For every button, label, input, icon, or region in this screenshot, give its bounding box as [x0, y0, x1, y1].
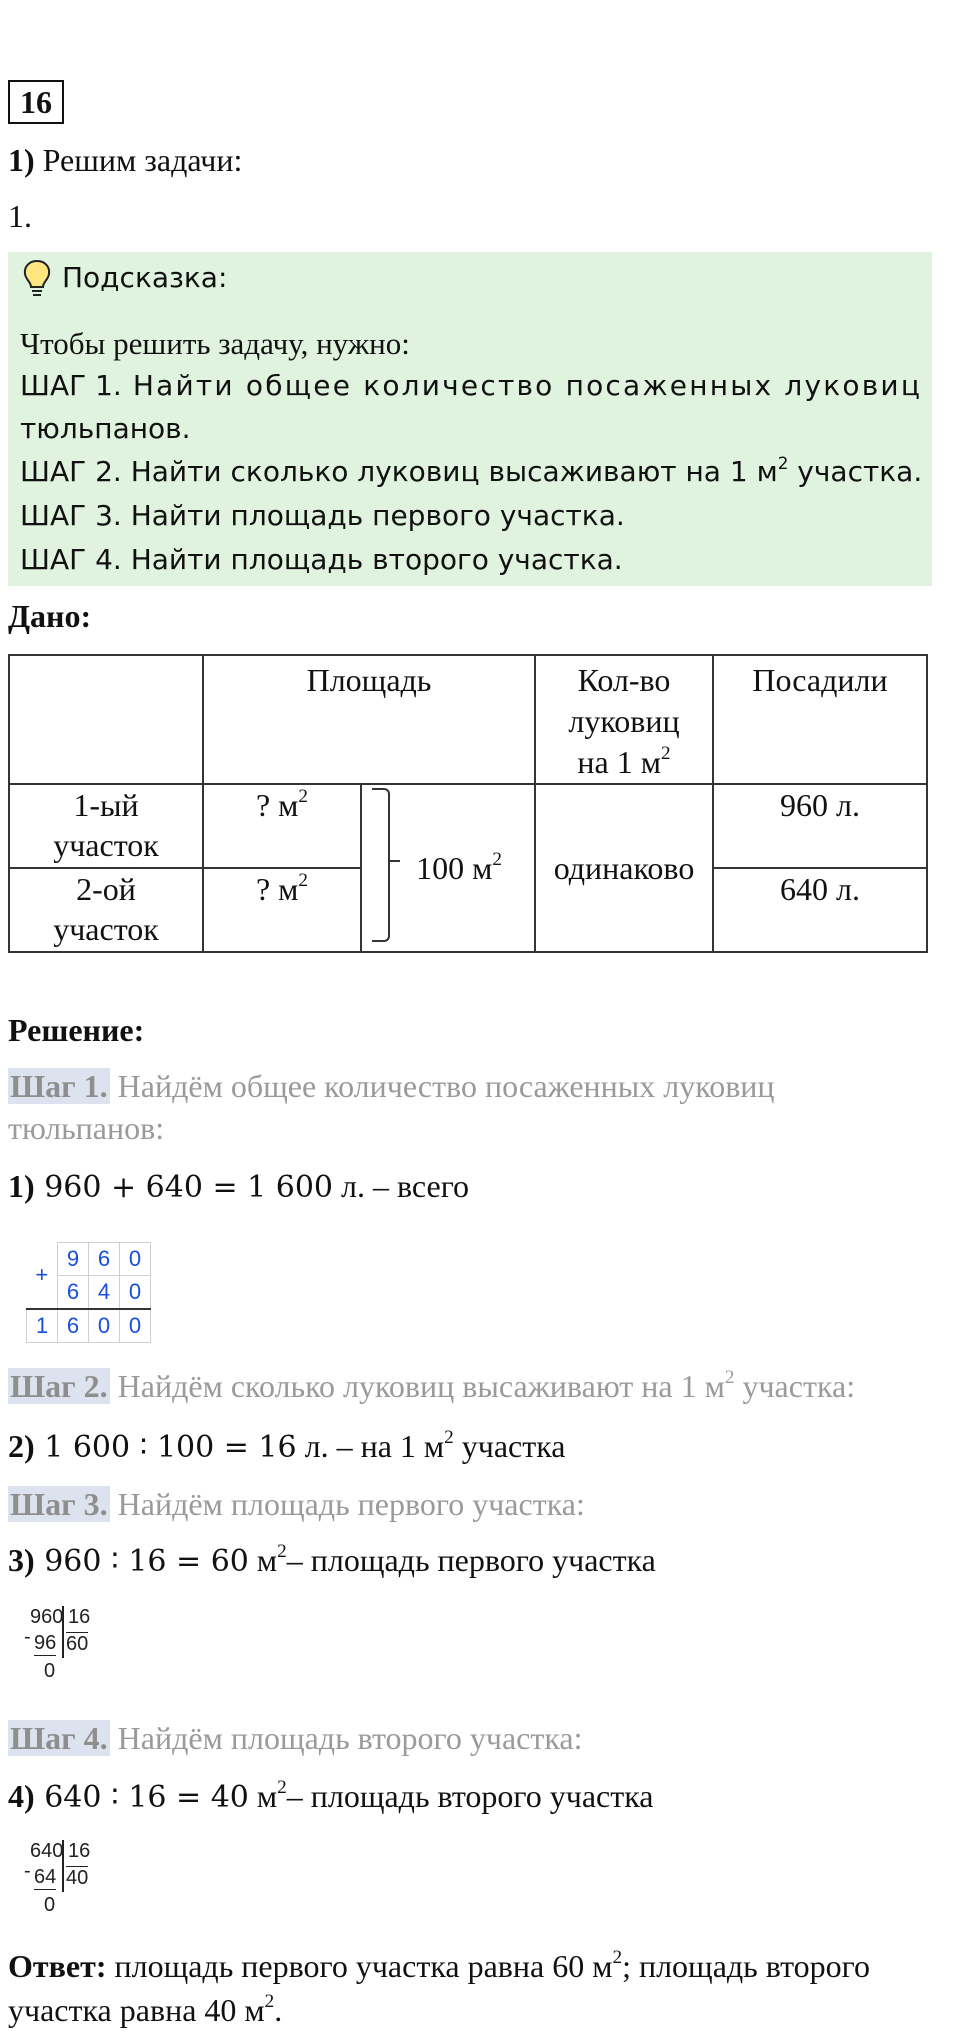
header-planted: Посадили [713, 655, 927, 784]
hint-box [8, 252, 932, 586]
hint-step-1: ШАГ 1. Найти общее количество посаженных луковиц [20, 369, 923, 402]
step-4-tag: Шаг 4. [10, 1720, 108, 1756]
header-bulbs: Кол-во луковиц на 1 $м^2$ [535, 655, 713, 784]
division-1: 960 16 - 96 60 0 [24, 1606, 91, 1682]
hint-step-2: ШАГ 2. Найти сколько луковиц высаживают на 1 $м^2$ участка. [20, 452, 923, 488]
hint-step-1-cont: тюльпанов. [20, 412, 191, 445]
equation-4: 4) 640 ∶ 16 = 40 $м^2-$ площадь второго участка [8, 1777, 654, 1815]
step-2-text: Шаг 2. Найдём сколько луковиц высаживают на 1 $м^2$ участка: [10, 1367, 856, 1404]
digit: 1 [27, 1309, 58, 1343]
step-4-text: Шаг 4. Найдём площадь второго участка: [10, 1720, 583, 1756]
step-3-tag: Шаг 3. [10, 1486, 108, 1522]
solution-label: Решение: [8, 1012, 145, 1048]
given-label: Дано: [8, 598, 92, 634]
header-empty [9, 655, 203, 784]
total-area: 100 $м^2$ [361, 784, 535, 952]
hint-step-3: ШАГ 3. Найти площадь первого участка. [20, 499, 625, 532]
hint-title: Подсказка: [62, 261, 228, 294]
hint-intro: Чтобы решить задачу, нужно: [20, 326, 410, 361]
given-table [8, 654, 928, 953]
digit: 0 [89, 1309, 120, 1343]
step-2-tag: Шаг 2. [10, 1368, 108, 1404]
step-1-cont: тюльпанов: [8, 1110, 165, 1146]
equation-2: 2) 1 600 ∶ 100 = 16 л. – на 1 $м^2$ участка [8, 1427, 566, 1465]
digit: 6 [58, 1276, 89, 1310]
digit: 6 [58, 1309, 89, 1343]
step-1-text: Шаг 1. Найдём общее количество посаженных луковиц [10, 1068, 775, 1104]
step-3-text: Шаг 3. Найдём площадь первого участка: [10, 1486, 585, 1522]
brace-tip [388, 860, 400, 862]
hint-step-4: ШАГ 4. Найти площадь второго участка. [20, 543, 623, 576]
row1-label: 1-ый участок [9, 784, 203, 868]
lightbulb-icon [20, 258, 54, 298]
equation-1: 1) 960 + 640 = 1 600 л. – всего [8, 1168, 470, 1205]
digit: 9 [58, 1243, 89, 1276]
row2-area: ? $м^2$ [203, 868, 361, 952]
digit: 0 [120, 1276, 151, 1310]
equation-3: 3) 960 ∶ 16 = 60 $м^2-$ площадь первого участка [8, 1541, 656, 1579]
row2-planted: 640 л. [713, 868, 927, 952]
sub-number: 1. [8, 198, 32, 234]
part-heading: 1) Решим задачи: [8, 142, 243, 178]
task-number: 16 [8, 80, 64, 124]
row1-planted: 960 л. [713, 784, 927, 868]
addition-column [26, 1242, 151, 1343]
brace [372, 788, 390, 942]
same-count: одинаково [535, 784, 713, 952]
row1-area: ? $м^2$ [203, 784, 361, 868]
digit: 0 [120, 1309, 151, 1343]
digit: 6 [89, 1243, 120, 1276]
answer-line-2: участка равна 40 $м^2$. [8, 1991, 283, 2028]
digit: 4 [89, 1276, 120, 1310]
digit: 0 [120, 1243, 151, 1276]
step-1-tag: Шаг 1. [10, 1068, 108, 1104]
division-2: 640 16 - 64 40 0 [24, 1840, 91, 1916]
plus-sign: + [35, 1262, 49, 1288]
row2-label: 2-ой участок [9, 868, 203, 952]
answer-line-1: Ответ: площадь первого участка равна 60 $м^2$; площадь второго [8, 1947, 870, 1984]
header-area: Площадь [203, 655, 535, 784]
